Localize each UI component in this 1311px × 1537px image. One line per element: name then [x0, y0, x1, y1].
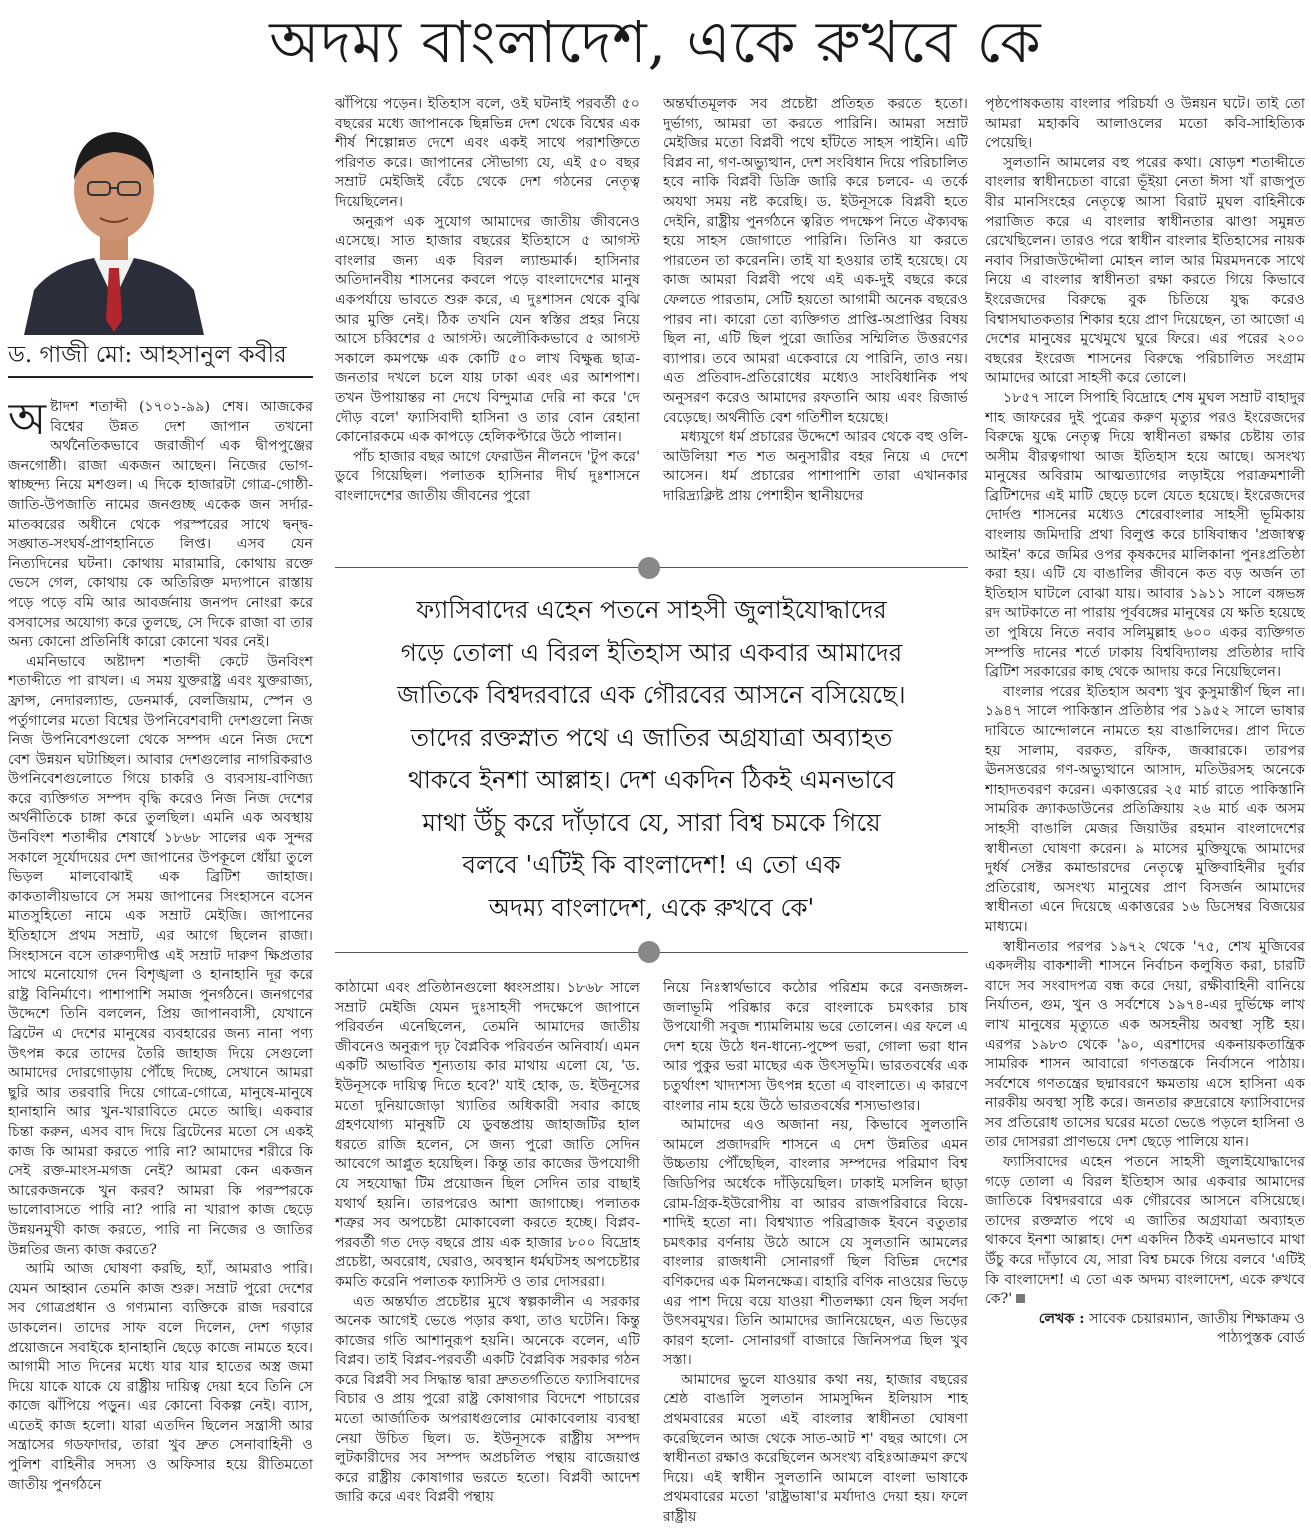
paragraph: মধ্যযুগে ধর্ম প্রচারের উদ্দেশে আরব থেকে বহু ওলি-আউলিয়া শত শত অনুসারীর বহর নিয়ে এ দেশে আসেন। ধর্ম প্রচারের পাশাপাশি তারা এখানকার দারিদ্র্যক্লিষ্ট প্রায় পেশাহীন স্থানীয়দের — [663, 429, 968, 504]
pull-quote-line: অদম্য বাংলাদেশ, একে রুখবে কে' — [488, 892, 815, 922]
paragraph: অনুরূপ এক সুযোগ আমাদের জাতীয় জীবনেও এসেছে। সাত হাজার বছরের ইতিহাসে ৫ আগস্ট বাংলার জন্য এক বিরল ল্যান্ডমার্ক। হাসিনার অতিদানবীয় শাসনের কবলে পড়ে বাংলাদেশের মানুষ একপর্যায়ে ভাবতে শুরু করে, এ দুঃশাসন থেকে বুঝি আর মুক্তি নেই। ঠিক তখনি যেন স্বস্তির প্রহর নিয়ে আসে চব্বিশের ৫ আগস্ট। অলৌকিকভাবে ৫ আগস্ট সকালে কমপক্ষে এক কোটি ৫০ লাখ বিক্ষুব্ধ ছাত্র-জনতার দখলে চলে যায় ঢাকা এবং এর আশপাশ। তখন উপায়ান্তর না দেখে বিন্দুমাত্র দেরি না করে 'দে দৌড় বলে' ফ্যাসিবাদী হাসিনা ও তার বোন রেহানা কোনোরকমে এক কাপড়ে হেলিকপ্টারে উঠে পালান। — [335, 213, 640, 446]
end-mark-icon — [1016, 1294, 1025, 1303]
paragraph: কাঠামো এবং প্রতিষ্ঠানগুলো ধ্বংসপ্রায়। ১৮৬৮ সালে সম্রাট মেইজি যেমন দুঃসাহসী পদক্ষেপে জাপানে পরিবর্তন এনেছিলেন, তেমনি আমাদের জাতীয় জীবনেও অনুরূপ দৃঢ় বৈপ্লবিক পরিবর্তন অনিবার্য। এমন একটি অভাবিত শূন্যতায় কার মাথায় এলো যে, 'ড. ইউনূসকে দায়িত্ব দিতে হবে?' যাই হোক, ড. ইউনূসের মতো দুনিয়াজোড়া খ্যাতির অধিকারী সবার কাছে গ্রহণযোগ্য মানুষটি যে ডুবন্তপ্রায় জাহাজটির হাল ধরতে রাজি হলেন, সে জন্য পুরো জাতি সেদিন আবেগে আপ্লুত হয়েছিল। কিন্তু তার কাজের উপযোগী যে সহযোদ্ধা টিম প্রয়োজন ছিল সেদিন তার বাছাই যথার্থ হয়নি। তারপরেও আশা জাগাচ্ছে। পলাতক শত্রুর সব অপচেষ্টা মোকাবেলা করতে হচ্ছে। বিপ্লব-পরবর্তী গত দেড় বছরে প্রায় এক হাজার ৮০০ বিদ্রোহ প্রচেষ্টা, অবরোধ, ঘেরাও, অবস্থান ধর্মঘটসহ অপচেষ্টার কমতি করেনি পলাতক ফ্যাসিস্ট ও তার দোসররা। — [335, 980, 640, 1290]
drop-cap: অ — [8, 398, 47, 445]
paragraph: এত অন্তর্ঘাত প্রচেষ্টার মুখে স্বল্পকালীন এ সরকার অনেক আগেই ভেঙে পড়ার কথা, তাও ঘটেনি। কিন্তু কাজের গতি আশানুরূপ হয়নি। অনেকে বলেন, এটি বিপ্লব। তাই বিপ্লব-পরবর্তী একটি বৈপ্লবিক সরকার গঠন করে বিপ্লবী সব সিদ্ধান্ত দ্বারা দ্রুততর্গতিতে ফ্যাসিবাদের বিচার ও প্রায় পুরো রাষ্ট্র কোষাগার বিদেশে পাচারের মতো আর্জাতিক অপরাধগুলোর মোকাবেলায় ব্যবস্থা নেয়া উচিত ছিল। ড. ইউনূসকে রাষ্ট্রীয় সম্পদ লুটকারীদের সব সম্পদ অপ্রচলিত পন্থায় বাজেয়াপ্ত করে রাষ্ট্রীয় কোষাগার ভরতে হতো। বিপ্লবী আদেশ জারি করে এবং বিপ্লবী পন্থায় — [335, 1293, 640, 1506]
paragraph — [985, 1153, 1305, 1310]
author-photo — [14, 100, 214, 335]
column-3-top — [663, 95, 968, 545]
left-column-stack — [8, 100, 313, 1537]
middle-top-row — [335, 95, 968, 545]
author-note — [985, 1310, 1305, 1349]
pull-quote-line: গড়ে তোলা এ বিরল ইতিহাস আর একবার আমাদের — [400, 637, 903, 667]
pull-quote-line: জাতিকে বিশ্বদরবারে এক গৌরবের আসনে বসিয়েছে। — [397, 680, 906, 709]
middle-bottom-row — [335, 979, 968, 1537]
pull-quote-text — [335, 589, 968, 929]
pull-quote — [335, 557, 968, 963]
author-description: সাবেক চেয়ারম্যান, জাতীয় শিক্ষাক্রম ও পাঠ্যপুস্তক বোর্ড — [1089, 1310, 1305, 1347]
column-4 — [985, 95, 1305, 1537]
pull-quote-line: তাদের রক্তস্নাত পথে এ জাতির অগ্রযাত্রা অব্যাহত — [410, 722, 893, 752]
column-3-bottom — [663, 979, 968, 1537]
paragraph: অন্তর্ঘাতমূলক সব প্রচেষ্টা প্রতিহত করতে হতো। দুর্ভাগ্য, আমরা তা করতে পারিনি। আমরা সম্রাট মেইজির মতো বিপ্লবী পথে হাঁটতে সাহস পাইনি। এটি বিপ্লব না, গণ-অভ্যুত্থান, দেশ সংবিধান দিয়ে পরিচালিত হবে নাকি বিপ্লবী ডিক্রি জারি করে চলবে- এ তর্কে অযথা সময় নষ্ট করেছি। ড. ইউনূসকে বিপ্লবী হতে দেইনি, রাষ্ট্রীয় পুনর্গঠনে ত্বরিত পদক্ষেপ নিতে ঐক্যবদ্ধ হয়ে সাহস জোগাতে পারিনি। তিনিও যা করতে পারতেন তা করেননি। তাই যা হওয়ার তাই হয়েছে। যে কাজ আমরা বিপ্লবী পথে এই এক-দুই বছরে করে ফেলতে পারতাম, সেটি হয়তো আগামী অনেক বছরেও পারব না। কারো তো ব্যক্তিগত প্রাপ্তি-অপ্রাপ্তির বিষয় ছিল না, এটি ছিল পুরো জাতির সম্মিলিত উত্তরণের ব্যাপার। তবে আমরা একেবারে যে পারিনি, তাও নয়। এত প্রতিবাদ-প্রতিরোধের মধ্যেও সাংবিধানিক পথ অনুসরণ করেও আমাদের রফতানি আয় এবং রিজার্ভ বেড়েছে। অর্থনীতি বেশ গতিশীল হয়েছে। — [663, 96, 968, 426]
column-2-bottom — [335, 979, 640, 1537]
bullet-dot-icon — [638, 941, 660, 963]
author-label: লেখক : — [1038, 1310, 1085, 1327]
pull-quote-line: থাকবে ইনশা আল্লাহ। দেশ একদিন ঠিকই এমনভাবে — [407, 765, 896, 794]
paragraph: বাংলার পরের ইতিহাস অবশ্য খুব কুসুমাস্তীর্ণ ছিল না। ১৯৪৭ সালে পাকিস্তান প্রতিষ্ঠার পর ১৯৫২ সালে ভাষার দাবিতে আন্দোলনে নামতে হয় বাঙালিদের। প্রাণ দিতে হয় সালাম, বরকত, রফিক, জব্বারকে। তারপর ঊনসত্তরের গণ-অভ্যুত্থানে আসাদ, মতিউরসহ অনেকে শাহাদতবরণ করেন। একাত্তরের ২৫ মার্চ রাতে পাকিস্তানি সামরিক ক্র্যাকডাউনের প্রতিক্রিয়ায় ২৬ মার্চ এক অসম সাহসী বাঙালি মেজর জিয়াউর রহমান বাংলাদেশের স্বাধীনতা ঘোষণা করেন। ৯ মাসের মুক্তিযুদ্ধে আমাদের দুর্ধর্ষ সেক্টর কমান্ডারদের নেতৃত্বে মুক্তিবাহিনীর দুর্বার প্রতিরোধ, অসংখ্য মানুষের প্রাণ বিসর্জন আমাদের স্বাধীনতা এনে দিয়েছে একাত্তরের ১৬ ডিসেম্বর বিজয়ের মাধ্যমে। — [985, 683, 1305, 935]
pull-quote-line: বলবে 'এটিই কি বাংলাদেশ! এ তো এক — [462, 850, 841, 879]
middle-columns — [335, 95, 968, 1537]
paragraph: আমি আজ ঘোষণা করছি, হ্যাঁ, আমরাও পারি। যেমন আহ্বান তেমনি কাজ শুরু। সম্রাট পুরো দেশের সব গোত্রপ্রধান ও গণ্যমান্য ব্যক্তিকে রাজ দরবারে ডাকলেন। তাদের সাফ বলে দিলেন, দেশ গড়ার প্রয়োজনে সবাইকে হানাহানি ছেড়ে কাজে নামতে হবে। আগামী সাত দিনের মধ্যে যার যার হাতের অস্ত্র জমা দিয়ে যাকে যাকে যে রাষ্ট্রীয় দায়িত্ব দেয়া হবে তিনি সে কাজে ঝাঁপিয়ে পড়ুন। এর কোনো বিকল্প নেই। ব্যাস, এতেই কাজ হলো। যারা এতদিন ছিলেন সন্ত্রাসী আর সন্ত্রাসের গডফাদার, তারা খুব দ্রুত সেনাবাহিনী ও পুলিশ বাহিনীর সদস্য ও অফিসার হয়ে রীতিমতো জাতীয় পুনর্গঠনে — [8, 1261, 313, 1493]
paragraph: সুলতানি আমলের বহু পরের কথা। ষোড়শ শতাব্দীতে বাংলার স্বাধীনচেতা বারো ভূঁইয়া নেতা ঈসা খাঁ রাজপুত বীর মানসিংহের নেতৃত্বে আসা বিরাট মুঘল বাহিনীকে পরাজিত করে এ বাংলার স্বাধীনতার ঝাণ্ডা সমুন্নত রেখেছিলেন। তারও পরে স্বাধীন বাংলার ইতিহাসের নায়ক নবাব সিরাজউদ্দৌলা মোহন লাল আর মিরমদনকে সাথে নিয়ে এ বাংলার স্বাধীনতা রক্ষা করতে গিয়ে কিভাবে ইংরেজদের বিরুদ্ধে বুক চিতিয়ে যুদ্ধ করেও বিশ্বাসঘাতকতার শিকার হয়ে প্রাণ দিয়েছেন, তা আজো এ দেশের মানুষের মুখেমুখে ঘুরে ফিরে। এর পরের ২০০ বছরের ইংরেজ শাসনের বিরুদ্ধে পরিচালিত সংগ্রাম আমাদের আরো সাহসী করে তোলে। — [985, 154, 1305, 387]
paragraph: ১৮৫৭ সালে সিপাহি বিদ্রোহে শেষ মুঘল সম্রাট বাহাদুর শাহ জাফরের দুই পুত্রের করুণ মৃত্যুর পরও ইংরেজদের বিরুদ্ধে যুদ্ধে নেতৃত্ব দিয়ে স্বাধীনতা রক্ষার চেষ্টায় তার অসীম বীরত্বগাথা আজ ইতিহাস হয়ে আছে। অসংখ্য মানুষের অবিরাম আত্মত্যাগের লড়াইয়ে পরাক্রমশালী ব্রিটিশদের এই মাটি ছেড়ে চলে যেতে হয়েছে। ইংরেজদের দোর্দণ্ড শাসনের মধ্যেও শেরেবাংলার সাহসী ভূমিকায় বাংলায় জমিদারি প্রথা বিলুপ্ত করে চাষিবান্ধব 'প্রজাস্বত্ব আইন' করে জমির ওপর কৃষকদের মালিকানা পুনঃপ্রতিষ্ঠা করা হয়। এটি যে বাঙালির জীবনে কত বড় অর্জন তা ইতিহাস ঘাটলে বোঝা যায়। আবার ১৯১১ সালে বঙ্গভঙ্গ রদ আটকাতে না পারায় পূর্ববঙ্গের মানুষের যে ক্ষতি হয়েছে তা পুষিয়ে নিতে নবাব সলিমুল্লাহ ৬০০ একর ব্যক্তিগত সম্পত্তি দানের শর্তে ঢাকায় বিশ্ববিদ্যালয় প্রতিষ্ঠার দাবি ব্রিটিশ সরকারের কাছ থেকে আদায় করে নিয়েছিলেন। — [985, 389, 1305, 681]
paragraph: এমনিভাবে অষ্টাদশ শতাব্দী কেটে উনবিংশ শতাব্দীতে পা রাখল। এ সময় যুক্তরাষ্ট্র এবং যুক্তরাজ্য, ফ্রান্স, নেদারল্যান্ড, ডেনমার্ক, বেলজিয়াম, স্পেন ও পর্তুগালের মতো বিশ্বের উপনিবেশবাদী দেশগুলো নিজ নিজ উপনিবেশগুলো থেকে সম্পদ এনে নিজ দেশে বেশ উন্নয়ন ঘটাচ্ছিল। আবার দেশগুলোর নাগরিকরাও উপনিবেশগুলোতে গিয়ে চাকরি ও ব্যবসায়-বাণিজ্য করে ব্যক্তিগত সম্পদ বৃদ্ধি করেও নিজ নিজ দেশের অর্থনীতিকে চাঙ্গা করে তুলছিল। এমনি এক অবস্থায় উনবিংশ শতাব্দীর শেষার্ধে ১৮৬৮ সালের এক সুন্দর সকালে সূর্যোদয়ের দেশ জাপানের উপকূলে ধোঁয়া তুলে ভিড়ল মালবোঝাই এক ব্রিটিশ জাহাজ। কাকতালীয়ভাবে সে সময় জাপানের সিংহাসনে বসেন মাতসুহিতো নামে এক সম্রাট মেইজি। জাপানের ইতিহাসে প্রথম সম্রাট, এর আগে ছিলেন রাজা। সিংহাসনে বসে তারুণ্যদীপ্ত এই সম্রাট দারুণ ক্ষিপ্রতার সাথে মনোযোগ দেন বিশৃঙ্খলা ও হানাহানি দূর করে রাষ্ট্র বিনির্মাণে। পাশাপাশি সমাজ পুনর্গঠনে। জনগণের উদ্দেশে তিনি বললেন, প্রিয় জাপানবাসী, যেখানে ব্রিটেন এ দেশের মানুষের ব্যবহারের জন্য নানা পণ্য উৎপন্ন করে তাদের তৈরি জাহাজ দিয়ে সেগুলো আমাদের দোরগোড়ায় পৌঁছে দিচ্ছে, সেখানে আমরা ছুরি আর তরবারি দিয়ে গোত্রে-গোত্রে, মানুষে-মানুষে হানাহানি আর খুন-খারাবিতে মেতে আছি। একবার চিন্তা করুন, এসব বাদ দিয়ে ব্রিটেনের মতো সে একই কাজ কি আমরা করতে পারি না? আমাদের শরীরে কি সেই রক্ত-মাংস-মগজ নেই? আমরা কেন একজন আরেকজনকে খুন করব? আমরা কি পরস্পরকে ভালোবাসতে পারি না? পারি না খারাপ কাজ ছেড়ে উন্নয়নমুখী কাজ করতে, পারি না নিজের ও জাতির উন্নতির জন্য কাজ করতে? — [8, 653, 313, 1258]
paragraph-text: ষ্টাদশ শতাব্দী (১৭০১-৯৯) শেষ। আজকের বিশ্বের উন্নত দেশ জাপান তখনো অর্থনৈতিকভাবে জরাজীর্ণ এক দ্বীপপুঞ্জের জনগোষ্ঠী। রাজা একজন আছেন। নিজের ভোগ-স্বাচ্ছন্দ্য নিয়ে মশগুল। এ দিকে হাজারটা গোত্র-গোষ্ঠী-জাতি-উপজাতি নামের জনগুচ্ছ একেক জন সর্দার-মাতব্বরের অধীনে থেকে পরস্পরের সাথে দ্বন্দ্ব-সঙ্ঘাত-সংঘর্ষ-প্রাণহানিতে লিপ্ত। এসব যেন নিত্যদিনের ঘটনা। কোথায় মারামারি, কোথায় রক্তে ভেসে গেল, কোথায় কে অতিরিক্ত মদ্যপানে রাস্তায় পড়ে পড়ে বমি আর আবর্জনায় জনপদ নোংরা করে বসবাসের অযোগ্য করে তুলছে, সে দিকে রাজা বা তার অন্য কোনো প্রতিনিধি কারো কোনো খবর নেই। — [8, 399, 313, 651]
pull-quote-line: মাথা উঁচু করে দাঁড়াবে যে, সারা বিশ্ব চমকে গিয়ে — [422, 807, 881, 837]
paragraph: নিয়ে নিঃস্বার্থভাবে কঠোর পরিশ্রম করে বনজঙ্গল-জলাভূমি পরিষ্কার করে বাংলাকে চমৎকার চাষ উপযোগী সবুজ শ্যামলিমায় ভরে তোলেন। এর ফলে এ দেশ হয়ে উঠে ধন-ধান্যে-পুষ্পে ভরা, গোলা ভরা ধান আর পুকুর ভরা মাছের এক উৎসভূমি। ভারতবর্ষের এক চতুর্থাংশ খাদ্যশস্য উৎপন্ন হতো এ বাংলাতে। এ কারণে বাংলার নাম হয়ে উঠে ভারতবর্ষের শস্যভাণ্ডার। — [663, 980, 968, 1114]
paragraph: আমাদের ভুলে যাওয়ার কথা নয়, হাজার বছরের শ্রেষ্ঠ বাঙালি সুলতান সামসুদ্দিন ইলিয়াস শাহ প্রথমবারের মতো এই বাংলার স্বাধীনতা ঘোষণা করেছিলেন আজ থেকে সাত-আট শ' বছর আগে। সে স্বাধীনতা রক্ষাও করেছিলেন অসংখ্য বহিঃআক্রমণ রুখে দিয়ে। এই স্বাধীন সুলতানি আমলে বাংলা ভাষাকে প্রথমবারের মতো 'রাষ্ট্রভাষা'র মর্যাদাও দেয়া হয়। ফলে রাষ্ট্রীয় — [663, 1371, 968, 1526]
paragraph — [8, 398, 313, 653]
byline: ড. গাজী মো: আহসানুল কবীর — [8, 338, 313, 378]
column-2-top — [335, 95, 640, 545]
paragraph: আমাদের এও অজানা নয়, কিভাবে সুলতানি আমলে প্রজাদরদি শাসনে এ দেশ উন্নতির এমন উচ্চতায় পৌঁছেছিল, বাংলার সম্পদের পরিমাণ বিশ্ব জিডিপির অর্ধেকে দাঁড়িয়েছিল। ঢাকাই মসলিন ছাড়া রোম-গ্রিক-ইউরোপীয় বা আরব রাজপরিবারে বিয়ে-শাদিই হতো না। বিশ্বখ্যাত পরিব্রাজক ইবনে বতুতার চমৎকার বর্ণনায় উঠে আসে যে সুলতানি আমলের বাংলার রাজধানী সোনারগাঁ ছিল বিভিন্ন দেশের বণিকদের এক মিলনক্ষেত্র। বাহারি বণিক নাওয়ের ভিড়ে এর পাশ দিয়ে বয়ে যাওয়া শীতলক্ষ্যা যেন ছিল সর্বদা উৎসবমুখর। তিনি আমাদের জানিয়েছেন, এত ভিড়ের কারণ হলো- সোনারগাঁ বাজারে জিনিসপত্র ছিল খুব সস্তা। — [663, 1117, 968, 1369]
bullet-dot-icon — [638, 557, 660, 579]
headline: অদম্য বাংলাদেশ, একে রুখবে কে — [269, 8, 1042, 76]
paragraph: পাঁচ হাজার বছর আগে ফেরাউন নীলনদে 'টুপ করে' ডুবে গিয়েছিল। পলাতক হাসিনার দীর্ঘ দুঃশাসনে বাংলাদেশের জাতীয় জীবনের পুরো — [335, 448, 640, 504]
paragraph: পৃষ্ঠপোষকতায় বাংলার পরিচর্যা ও উন্নয়ন ঘটে। তাই তো আমরা মহাকবি আলাওলের মতো কবি-সাহিত্যিক পেয়েছি। — [985, 96, 1305, 152]
pull-quote-line: ফ্যাসিবাদের এহেন পতনে সাহসী জুলাইযোদ্ধাদের — [416, 595, 887, 624]
column-1 — [8, 398, 313, 1537]
paragraph-text: ফ্যাসিবাদের এহেন পতনে সাহসী জুলাইযোদ্ধাদের গড়ে তোলা এ বিরল ইতিহাস আর একবার আমাদের জাতিকে বিশ্বদরবারে এক গৌরবের আসনে বসিয়েছে। তাদের রক্তস্নাত পথে এ জাতির অগ্রযাত্রা অব্যাহত থাকবে ইনশা আল্লাহ। দেশ একদিন ঠিকই এমনভাবে মাথা উঁচু করে দাঁড়াবে যে, সারা বিশ্ব চমকে গিয়ে বলবে 'এটিই কি বাংলাদেশ! এ তো এক অদম্য বাংলাদেশ, একে রুখবে কে?' — [985, 1154, 1305, 1308]
paragraph: ঝাঁপিয়ে পড়েন। ইতিহাস বলে, ওই ঘটনাই পরবর্তী ৫০ বছরের মধ্যে জাপানকে ছিন্নভিন্ন দেশ থেকে বিশ্বের এক শীর্ষ শিল্পোন্নত দেশে এবং একই সাথে পরাশক্তিতে পরিণত করে। জাপানের সৌভাগ্য যে, এই ৫০ বছর সম্রাট মেইজিই বেঁচে থেকে দেশ গঠনের নেতৃত্ব দিয়েছিলেন। — [335, 96, 640, 210]
paragraph: স্বাধীনতার পরপর ১৯৭২ থেকে '৭৫, শেখ মুজিবের একদলীয় বাকশালী শাসনে নির্বাচন কলুষিত করা, চারটি বাদে সব সংবাদপত্র বন্ধ করে দেয়া, রক্ষীবাহিনী বানিয়ে নির্যাতন, গুম, খুন ও সর্বশেষে ১৯৭৪-এর দুর্ভিক্ষে লাখ লাখ মানুষের মৃত্যুতে এক অসহনীয় অবস্থা সৃষ্টি হয়। এরপর ১৯৮৩ থেকে '৯০, এরশাদের একনায়কতান্ত্রিক সামরিক শাসন আবারো গণতন্ত্রকে নির্বাসনে পাঠায়। সর্বশেষে গণতন্ত্রের ছদ্মাবরণে ক্ষমতায় এসে হাসিনা এক নারকীয় অবস্থা সৃষ্টি করে। জনতার রুদ্ররোষে ফ্যাসিবাদের সব প্রতিরোধ তাসের ঘরের মতো ভেঙে পড়লে হাসিনা ও তার দোসররা প্রাণভয়ে দেশ ছেড়ে পালিয়ে যান। — [985, 938, 1305, 1151]
